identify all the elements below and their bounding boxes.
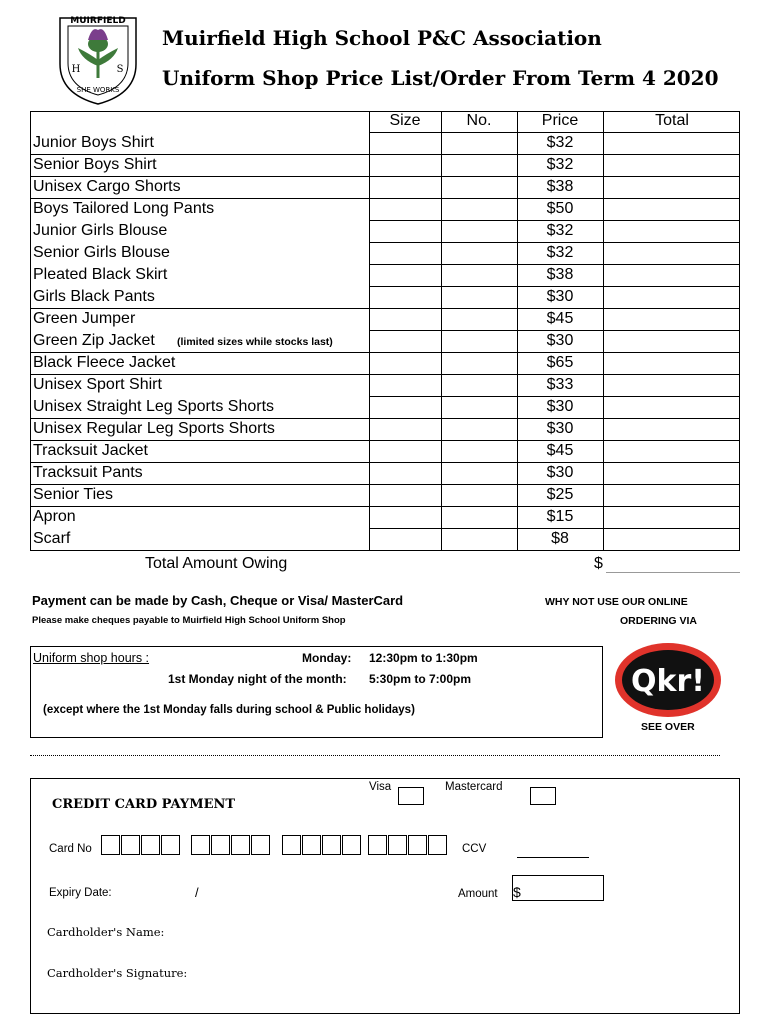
item-no-cell[interactable]	[441, 133, 517, 155]
item-total-cell[interactable]	[603, 309, 741, 331]
item-price: $8	[551, 530, 569, 547]
item-no-cell[interactable]	[441, 177, 517, 199]
table-row	[31, 133, 739, 155]
item-no-cell[interactable]	[441, 529, 517, 551]
visa-label: Visa	[369, 781, 392, 793]
table-row	[31, 265, 739, 287]
online-ordering-via-text: ORDERING VIA	[620, 615, 698, 627]
item-total-cell[interactable]	[603, 221, 741, 243]
card-digit-box[interactable]	[191, 835, 210, 855]
item-total-cell[interactable]	[603, 199, 741, 221]
card-digit-box[interactable]	[141, 835, 160, 855]
item-no-cell[interactable]	[441, 485, 517, 507]
item-name: Senior Ties	[33, 486, 114, 503]
item-name: Pleated Black Skirt	[33, 266, 168, 283]
item-no-cell[interactable]	[441, 265, 517, 287]
cut-line-divider	[30, 755, 720, 756]
card-digit-box[interactable]	[388, 835, 407, 855]
item-price: $32	[546, 244, 574, 261]
item-name: Apron	[33, 508, 76, 525]
amount-field[interactable]	[512, 875, 604, 901]
payment-methods-text: Payment can be made by Cash, Cheque or Visa/ MasterCard	[32, 593, 404, 608]
item-price: $15	[546, 508, 574, 525]
card-digit-box[interactable]	[322, 835, 341, 855]
item-no-cell[interactable]	[441, 375, 517, 397]
item-size-cell[interactable]	[369, 331, 441, 353]
item-no-cell[interactable]	[441, 331, 517, 353]
item-total-cell[interactable]	[603, 463, 741, 485]
item-total-cell[interactable]	[603, 265, 741, 287]
logo-right-letter: S	[116, 64, 124, 75]
item-note: (limited sizes while stocks last)	[177, 336, 333, 348]
item-price: $32	[546, 134, 574, 151]
item-name: Unisex Cargo Shorts	[33, 178, 181, 195]
table-row	[31, 375, 739, 397]
card-digit-box[interactable]	[368, 835, 387, 855]
item-no-cell[interactable]	[441, 441, 517, 463]
ccv-label: CCV	[462, 843, 487, 855]
card-digit-box[interactable]	[231, 835, 250, 855]
item-size-cell[interactable]	[369, 485, 441, 507]
expiry-date-label: Expiry Date:	[49, 887, 112, 899]
item-name: Boys Tailored Long Pants	[33, 200, 215, 217]
visa-checkbox[interactable]	[398, 787, 424, 805]
card-digit-box[interactable]	[302, 835, 321, 855]
item-name: Junior Girls Blouse	[33, 222, 168, 239]
item-size-cell[interactable]	[369, 397, 441, 419]
item-price: $45	[546, 310, 574, 327]
item-name: Black Fleece Jacket	[33, 354, 176, 371]
item-no-cell[interactable]	[441, 397, 517, 419]
item-total-cell[interactable]	[603, 529, 741, 551]
total-amount-currency: $	[594, 555, 603, 572]
item-no-cell[interactable]	[441, 507, 517, 529]
item-price: $33	[546, 376, 574, 393]
item-name: Unisex Sport Shirt	[33, 376, 162, 393]
item-no-cell[interactable]	[441, 287, 517, 309]
item-no-cell[interactable]	[441, 353, 517, 375]
item-name: Senior Girls Blouse	[33, 244, 170, 261]
item-price: $30	[546, 288, 574, 305]
item-price: $30	[546, 398, 574, 415]
item-total-cell[interactable]	[603, 287, 741, 309]
table-row	[31, 529, 739, 551]
table-row	[31, 419, 739, 441]
item-total-cell[interactable]	[603, 243, 741, 265]
item-size-cell[interactable]	[369, 155, 441, 177]
item-size-cell[interactable]	[369, 353, 441, 375]
item-size-cell[interactable]	[369, 507, 441, 529]
item-name: Green Jumper	[33, 310, 136, 327]
card-digit-box[interactable]	[408, 835, 427, 855]
item-no-cell[interactable]	[441, 419, 517, 441]
item-size-cell[interactable]	[369, 177, 441, 199]
table-row	[31, 485, 739, 507]
school-crest-logo	[52, 8, 144, 106]
mastercard-label: Mastercard	[445, 781, 503, 793]
item-name: Tracksuit Jacket	[33, 442, 148, 459]
item-size-cell[interactable]	[369, 463, 441, 485]
item-total-cell[interactable]	[603, 353, 741, 375]
cardholder-signature-label: Cardholder's Signature:	[47, 966, 188, 980]
item-total-cell[interactable]	[603, 177, 741, 199]
logo-bottom-text: SHE WORKS	[76, 86, 120, 94]
table-row	[31, 441, 739, 463]
item-no-cell[interactable]	[441, 309, 517, 331]
price-list-table	[30, 111, 740, 551]
item-price: $38	[546, 266, 574, 283]
see-over-text: SEE OVER	[641, 721, 695, 733]
item-price: $32	[546, 222, 574, 239]
cheque-payable-text: Please make cheques payable to Muirfield High School Uniform Shop	[32, 615, 346, 626]
cardholder-name-label: Cardholder's Name:	[47, 925, 165, 939]
expiry-separator: /	[195, 885, 199, 900]
page-subtitle: Uniform Shop Price List/Order From Term 4 2020	[162, 66, 719, 90]
item-size-cell[interactable]	[369, 309, 441, 331]
qkr-logo	[613, 641, 723, 719]
card-digit-box[interactable]	[211, 835, 230, 855]
item-price: $30	[546, 420, 574, 437]
card-digit-box[interactable]	[282, 835, 301, 855]
table-row	[31, 507, 739, 529]
item-name: Girls Black Pants	[33, 288, 155, 305]
item-name: Scarf	[33, 530, 71, 547]
item-total-cell[interactable]	[603, 485, 741, 507]
item-size-cell[interactable]	[369, 529, 441, 551]
credit-card-title: CREDIT CARD PAYMENT	[52, 797, 236, 812]
card-digit-box[interactable]	[121, 835, 140, 855]
table-row	[31, 243, 739, 265]
item-size-cell[interactable]	[369, 287, 441, 309]
total-amount-label: Total Amount Owing	[145, 555, 288, 572]
monday-time: 12:30pm to 1:30pm	[369, 651, 478, 665]
amount-label: Amount	[458, 888, 498, 900]
shop-hours-label: Uniform shop hours :	[33, 651, 150, 665]
item-price: $50	[546, 200, 574, 217]
header-no: No.	[466, 112, 492, 129]
item-name: Unisex Regular Leg Sports Shorts	[33, 420, 275, 437]
item-size-cell[interactable]	[369, 265, 441, 287]
item-no-cell[interactable]	[441, 155, 517, 177]
table-row	[31, 199, 739, 221]
online-ordering-text: WHY NOT USE OUR ONLINE	[545, 596, 688, 608]
total-amount-field[interactable]	[606, 572, 740, 573]
first-monday-label: 1st Monday night of the month:	[168, 672, 347, 686]
item-total-cell[interactable]	[603, 419, 741, 441]
table-row	[31, 177, 739, 199]
item-total-cell[interactable]	[603, 507, 741, 529]
table-row	[31, 331, 739, 353]
item-price: $65	[546, 354, 574, 371]
logo-top-text: MUIRFIELD	[70, 16, 126, 26]
item-no-cell[interactable]	[441, 463, 517, 485]
item-name: Senior Boys Shirt	[33, 156, 157, 173]
item-size-cell[interactable]	[369, 419, 441, 441]
item-total-cell[interactable]	[603, 375, 741, 397]
table-row	[31, 463, 739, 485]
item-name: Unisex Straight Leg Sports Shorts	[33, 398, 275, 415]
table-row	[31, 155, 739, 177]
card-digit-box[interactable]	[251, 835, 270, 855]
item-name: Junior Boys Shirt	[33, 134, 154, 151]
item-price: $32	[546, 156, 574, 173]
item-no-cell[interactable]	[441, 199, 517, 221]
table-row	[31, 353, 739, 375]
ccv-field[interactable]	[517, 857, 589, 858]
item-no-cell[interactable]	[441, 243, 517, 265]
item-total-cell[interactable]	[603, 397, 741, 419]
holiday-exception-text: (except where the 1st Monday falls during school & Public holidays)	[43, 704, 415, 716]
mastercard-checkbox[interactable]	[530, 787, 556, 805]
item-price: $25	[546, 486, 574, 503]
item-total-cell[interactable]	[603, 441, 741, 463]
item-size-cell[interactable]	[369, 375, 441, 397]
table-row	[31, 309, 739, 331]
page-title: Muirfield High School P&C Association	[162, 26, 602, 50]
item-price: $45	[546, 442, 574, 459]
item-no-cell[interactable]	[441, 221, 517, 243]
card-digit-box[interactable]	[342, 835, 361, 855]
item-name: Green Zip Jacket	[33, 332, 155, 349]
monday-label: Monday:	[302, 651, 352, 665]
header-total: Total	[655, 112, 689, 129]
card-digit-box[interactable]	[101, 835, 120, 855]
card-digit-box[interactable]	[161, 835, 180, 855]
logo-left-letter: H	[71, 64, 81, 75]
table-row	[31, 397, 739, 419]
item-size-cell[interactable]	[369, 221, 441, 243]
item-size-cell[interactable]	[369, 243, 441, 265]
card-number-label: Card No	[49, 843, 92, 855]
item-size-cell[interactable]	[369, 199, 441, 221]
item-total-cell[interactable]	[603, 133, 741, 155]
table-row	[31, 287, 739, 309]
card-digit-box[interactable]	[428, 835, 447, 855]
amount-currency: $	[513, 884, 521, 900]
qkr-logo-text: Qkr!	[631, 664, 705, 699]
item-price: $30	[546, 332, 574, 349]
item-price: $38	[546, 178, 574, 195]
item-total-cell[interactable]	[603, 155, 741, 177]
header-size: Size	[389, 112, 421, 129]
table-row	[31, 221, 739, 243]
header-price: Price	[541, 112, 579, 129]
item-name: Tracksuit Pants	[33, 464, 143, 481]
item-total-cell[interactable]	[603, 331, 741, 353]
item-price: $30	[546, 464, 574, 481]
first-monday-time: 5:30pm to 7:00pm	[369, 672, 472, 686]
item-size-cell[interactable]	[369, 133, 441, 155]
item-size-cell[interactable]	[369, 441, 441, 463]
